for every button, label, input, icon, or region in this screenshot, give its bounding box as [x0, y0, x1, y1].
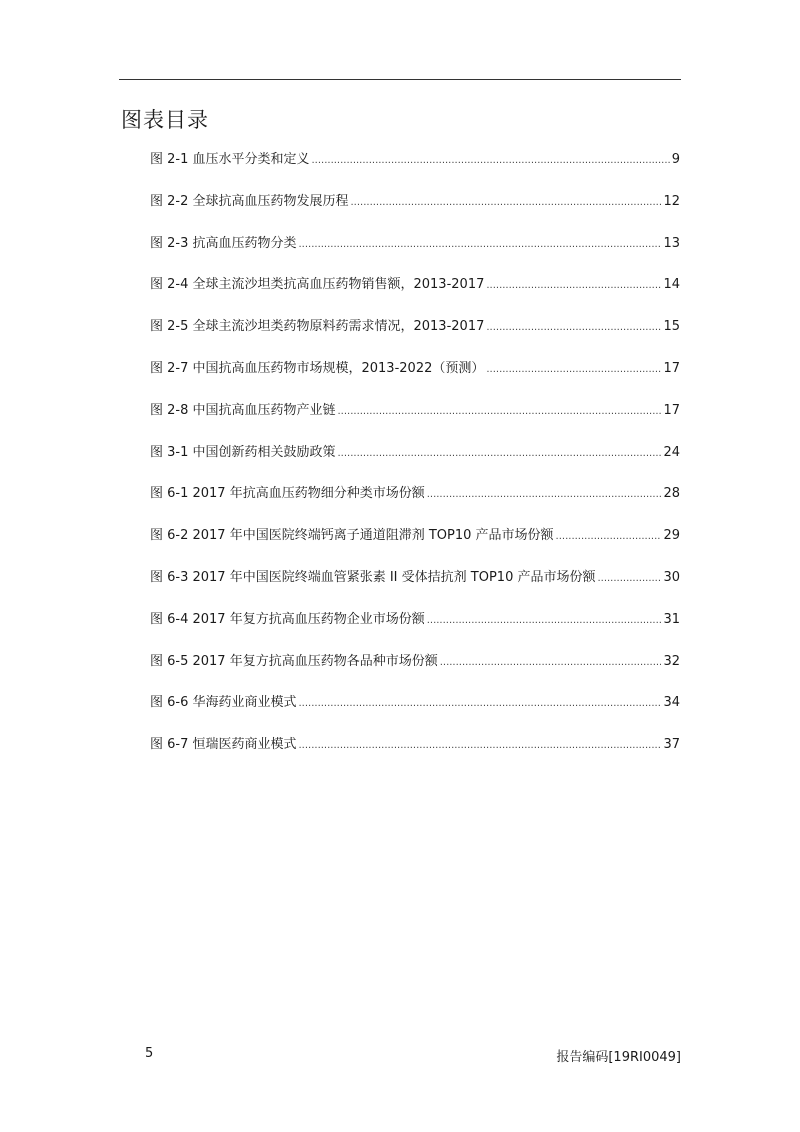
toc-entry-label: 图 6-4 2017 年复方抗高血压药物企业市场份额	[150, 611, 425, 627]
toc-leader-dots	[351, 189, 662, 217]
toc-entry-label: 图 2-1 血压水平分类和定义	[150, 152, 310, 167]
toc-entry-page: 14	[663, 277, 680, 293]
toc-entry-page: 34	[663, 695, 680, 711]
toc-entry-page: 29	[663, 528, 680, 544]
page-number: 5	[145, 1046, 154, 1061]
toc-leader-dots	[556, 523, 662, 551]
toc-leader-dots	[440, 649, 662, 677]
toc-leader-dots	[597, 565, 661, 593]
toc-entry-page: 31	[663, 611, 680, 627]
toc-entry[interactable]	[150, 188, 680, 230]
toc-entry-label: 图 6-1 2017 年抗高血压药物细分种类市场份额	[150, 486, 425, 502]
toc-entry-page: 24	[663, 444, 680, 460]
toc-leader-dots	[486, 272, 661, 300]
toc-entry-label: 图 2-3 抗高血压药物分类	[150, 235, 297, 251]
toc-entry[interactable]	[150, 439, 680, 481]
toc-entry-page: 17	[663, 360, 680, 376]
toc-entry[interactable]	[150, 606, 680, 648]
toc-entry[interactable]	[150, 648, 680, 690]
toc-entry-label: 图 6-2 2017 年中国医院终端钙离子通道阻滞剂 TOP10 产品市场份额	[150, 528, 554, 544]
toc-leader-dots	[486, 314, 661, 342]
toc-leader-dots	[299, 732, 662, 760]
toc-entry-page: 12	[663, 193, 680, 209]
toc-entry[interactable]	[150, 564, 680, 606]
toc-entry-label: 图 6-7 恒瑞医药商业模式	[150, 737, 297, 753]
toc-entry-label: 图 6-5 2017 年复方抗高血压药物各品种市场份额	[150, 653, 438, 669]
toc-entry[interactable]	[150, 271, 680, 313]
toc-entry-page: 15	[663, 319, 680, 335]
toc-entry-label: 图 2-4 全球主流沙坦类抗高血压药物销售额，2013-2017	[150, 277, 485, 293]
toc-entry[interactable]	[150, 355, 680, 397]
toc-leader-dots	[427, 481, 662, 509]
toc-list	[150, 146, 680, 773]
toc-entry-label: 图 2-5 全球主流沙坦类药物原料药需求情况，2013-2017	[150, 319, 485, 335]
toc-entry-label: 图 2-8 中国抗高血压药物产业链	[150, 402, 336, 418]
toc-entry[interactable]	[150, 731, 680, 773]
toc-entry-page: 13	[663, 235, 680, 251]
toc-entry-page: 30	[663, 569, 680, 585]
toc-entry-label: 图 2-2 全球抗高血压药物发展历程	[150, 193, 349, 209]
header-rule	[119, 79, 681, 80]
toc-entry[interactable]	[150, 230, 680, 272]
toc-entry-page: 28	[663, 486, 680, 502]
toc-entry[interactable]	[150, 313, 680, 355]
toc-leader-dots	[312, 147, 670, 175]
toc-entry-label: 图 6-6 华海药业商业模式	[150, 695, 297, 711]
report-code: 报告编码[19RI0049]	[556, 1050, 681, 1065]
toc-entry-page: 9	[671, 152, 680, 167]
toc-entry[interactable]	[150, 480, 680, 522]
page-title: 图表目录	[121, 108, 209, 132]
toc-entry[interactable]	[150, 146, 680, 188]
toc-entry-page: 17	[663, 402, 680, 418]
toc-entry-page: 37	[663, 737, 680, 753]
toc-entry-page: 32	[663, 653, 680, 669]
toc-leader-dots	[338, 398, 662, 426]
toc-leader-dots	[338, 440, 662, 468]
toc-entry[interactable]	[150, 522, 680, 564]
toc-entry-label: 图 2-7 中国抗高血压药物市场规模，2013-2022（预测）	[150, 360, 485, 376]
toc-leader-dots	[427, 607, 662, 635]
toc-entry-label: 图 6-3 2017 年中国医院终端血管紧张素 II 受体拮抗剂 TOP10 产品市场份额	[150, 569, 596, 585]
toc-leader-dots	[299, 690, 662, 718]
toc-entry[interactable]	[150, 689, 680, 731]
toc-entry[interactable]	[150, 397, 680, 439]
toc-leader-dots	[299, 231, 662, 259]
toc-entry-label: 图 3-1 中国创新药相关鼓励政策	[150, 444, 336, 460]
toc-leader-dots	[486, 356, 661, 384]
